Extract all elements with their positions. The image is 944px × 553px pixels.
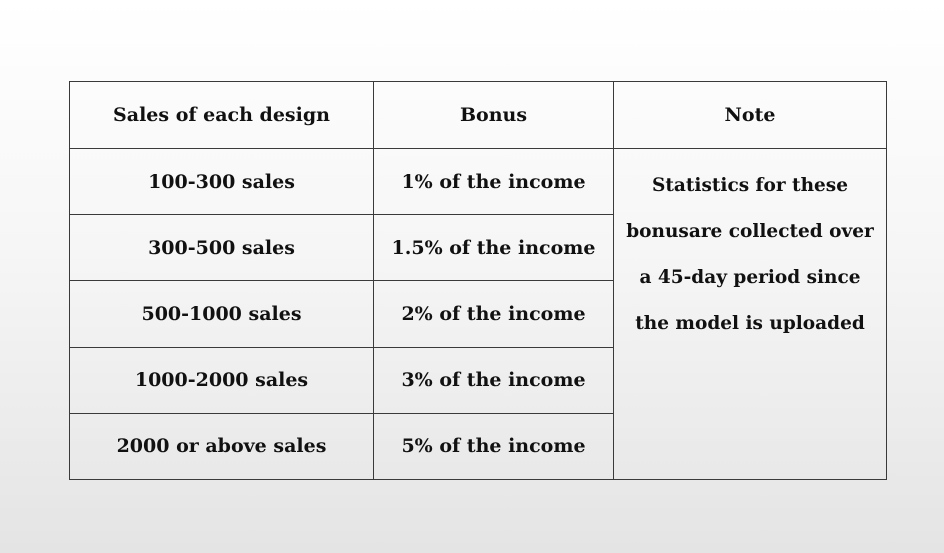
table-row xyxy=(70,149,887,215)
bonus-table xyxy=(69,81,887,480)
bonus-cell: 1% of the income xyxy=(374,149,614,215)
note-cell: Statistics for these bonusare collected over a 45-day period since the model is uploaded xyxy=(614,149,887,480)
sales-cell: 300-500 sales xyxy=(70,215,374,281)
header-sales: Sales of each design xyxy=(70,82,374,149)
sales-cell: 2000 or above sales xyxy=(70,413,374,479)
bonus-cell: 1.5% of the income xyxy=(374,215,614,281)
bonus-cell: 3% of the income xyxy=(374,347,614,413)
sales-cell: 500-1000 sales xyxy=(70,281,374,347)
bonus-cell: 2% of the income xyxy=(374,281,614,347)
sales-cell: 1000-2000 sales xyxy=(70,347,374,413)
sales-cell: 100-300 sales xyxy=(70,149,374,215)
header-row xyxy=(70,82,887,149)
header-note: Note xyxy=(614,82,887,149)
header-bonus: Bonus xyxy=(374,82,614,149)
bonus-cell: 5% of the income xyxy=(374,413,614,479)
